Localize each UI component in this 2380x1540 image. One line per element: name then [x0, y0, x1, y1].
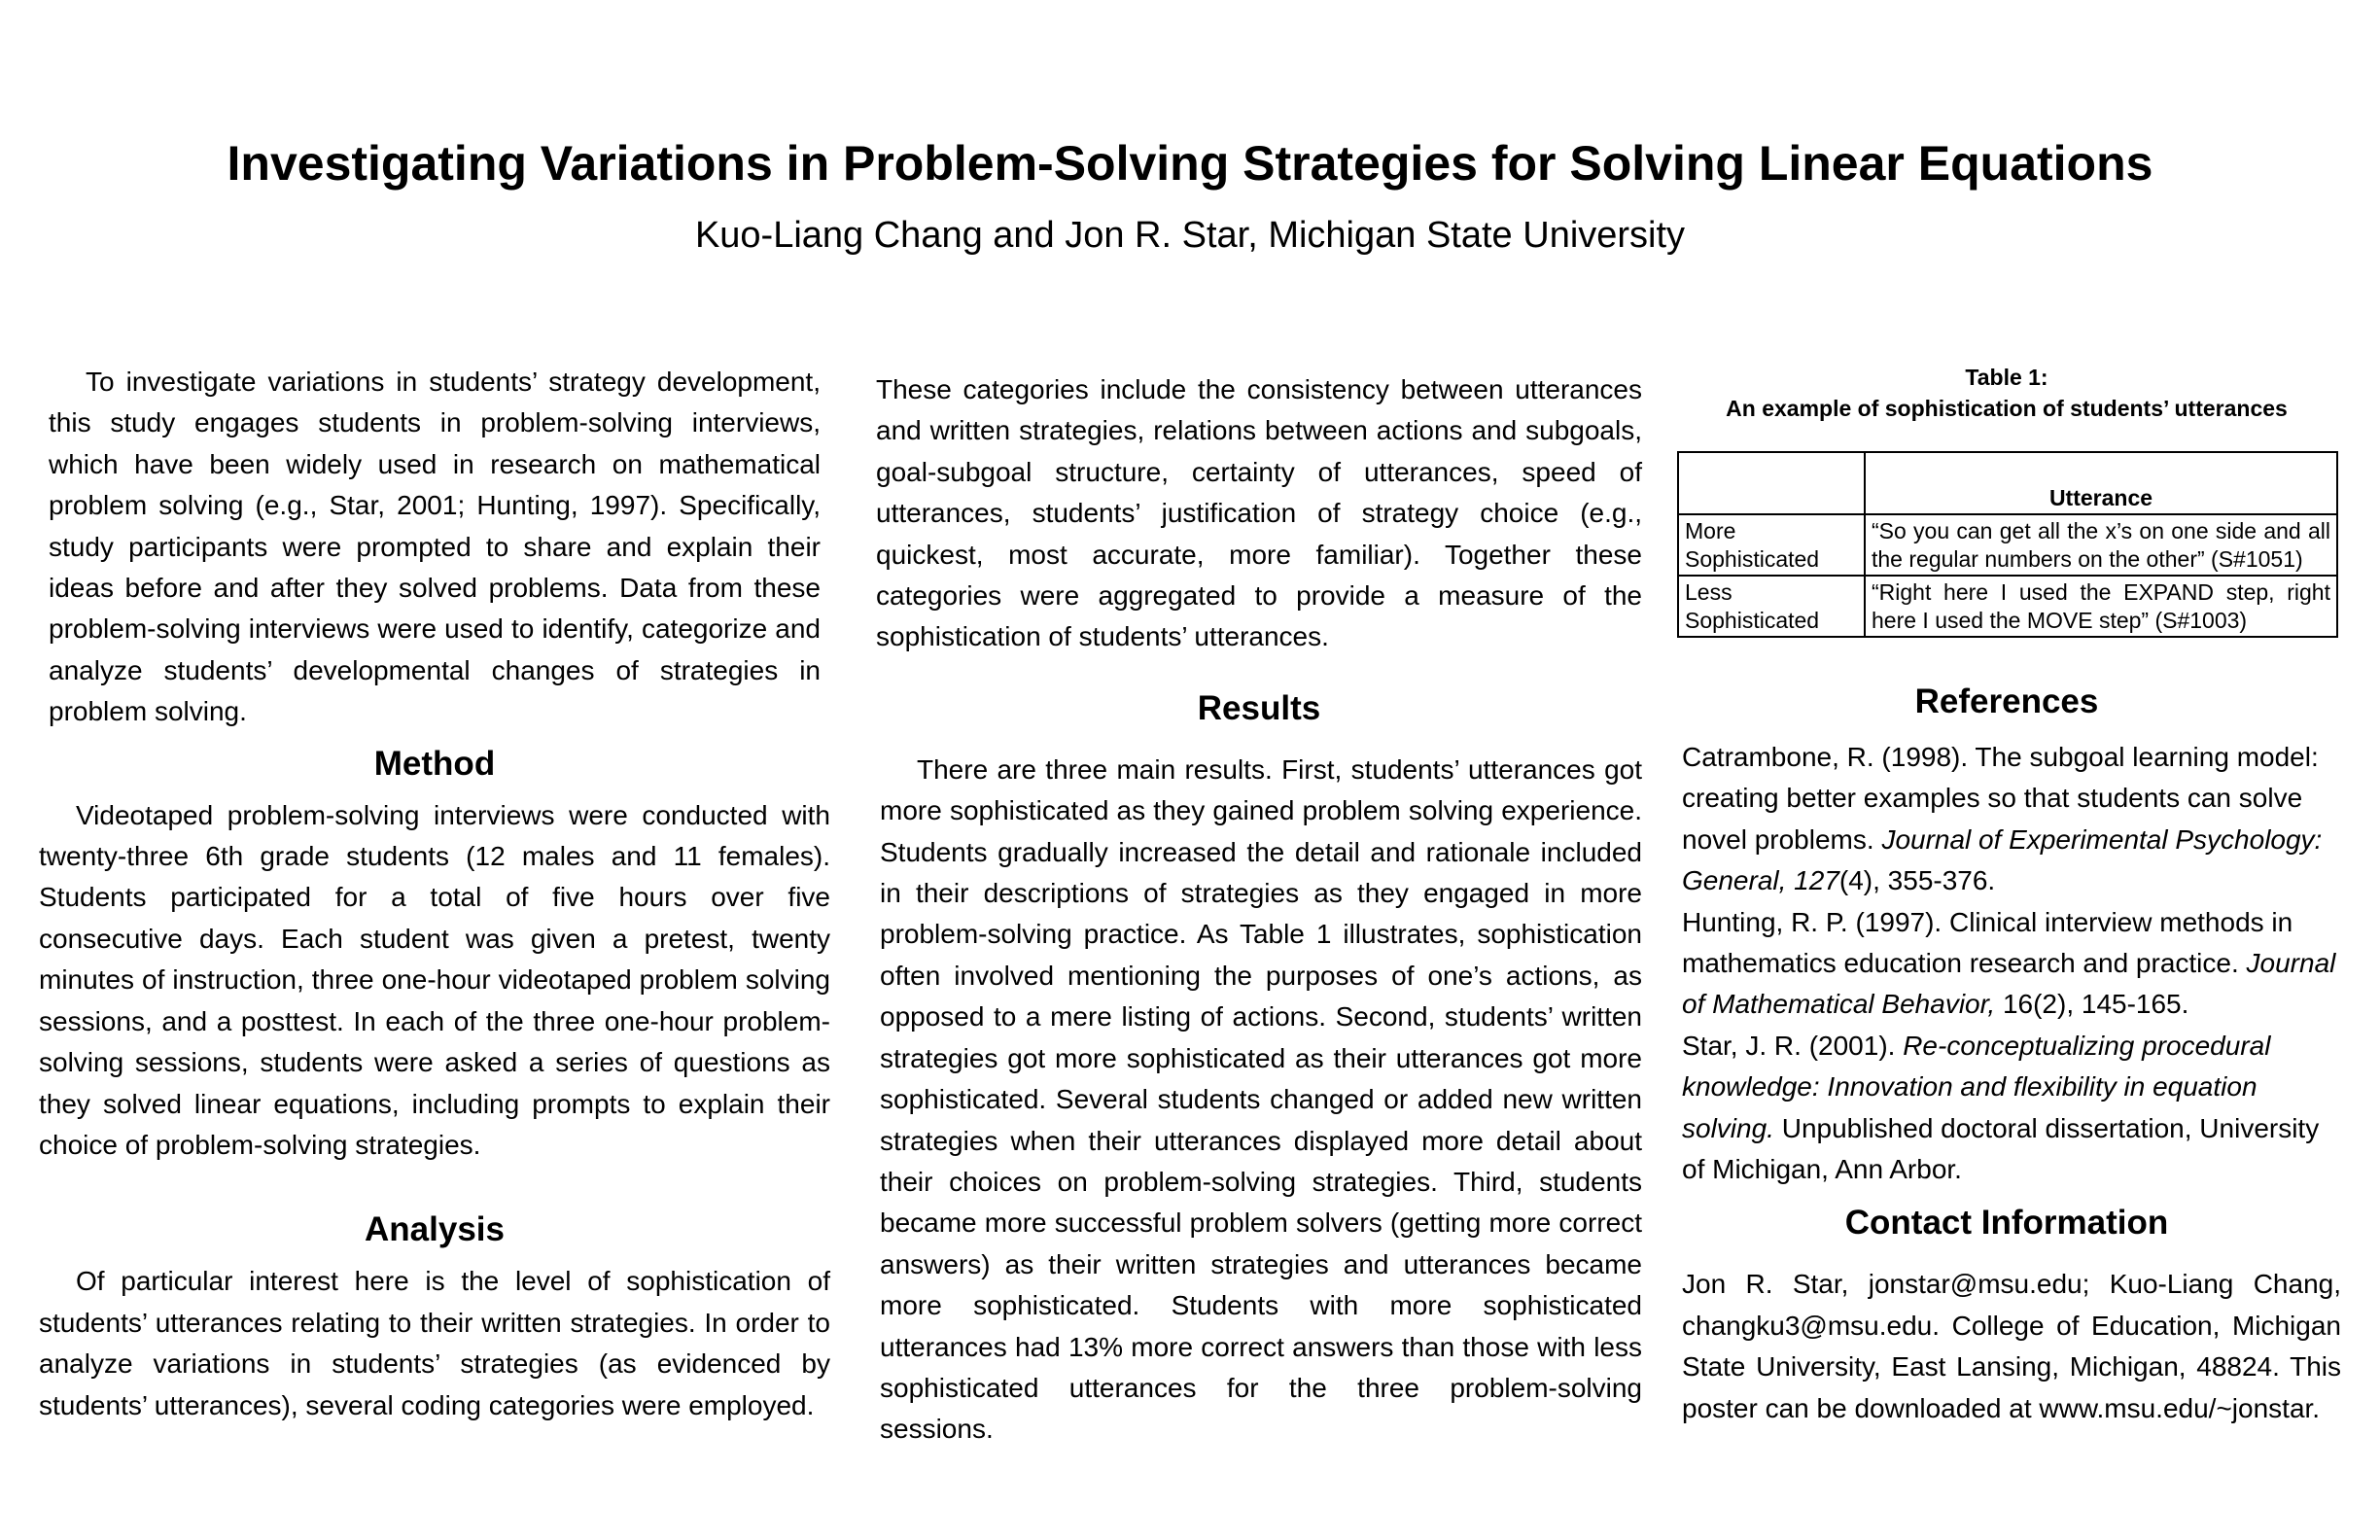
table-row-utterance: “So you can get all the x’s on one side and all the regular numbers on the other” (S#1051)	[1865, 514, 2337, 576]
table-1	[1677, 451, 2338, 638]
contact-heading: Contact Information	[1844, 1204, 2169, 1242]
reference-pages: (4), 355-376.	[1838, 865, 1996, 896]
method-heading: Method	[373, 744, 496, 783]
method-paragraph: Videotaped problem-solving interviews were conducted with twenty-three 6th grade students (12 males and 11 females). Students participated for a total of five hours over five consecutive days. Each student was given a pretest, twenty minutes of instruction, three one-hour videotaped problem solving sessions, and a posttest. In each of the three one-hour problem-solving sessions, students were asked a series of questions as they solved linear equations, including prompts to explain their choice of problem-solving strategies.	[39, 799, 830, 1160]
reference-item	[1672, 737, 2341, 902]
table-caption-label: Table 1:	[1965, 365, 2048, 390]
table-row	[1678, 514, 2337, 576]
poster-authors: Kuo-Liang Chang and Jon R. Star, Michigan State University	[694, 215, 1686, 256]
reference-source: Re-conceptualizing procedural knowledge: Innovation and flexibility in equation solving.	[1682, 1030, 2271, 1143]
column-left	[39, 362, 830, 1426]
table-header-empty	[1678, 452, 1865, 514]
analysis-paragraph: Of particular interest here is the level of sophistication of students’ utterances relating to their written strategies. In order to analyze variations in students’ strategies (as evidenced by students’ utterances), several coding categories were employed.	[39, 1266, 830, 1420]
reference-source: Journal of Mathematical Behavior,	[1682, 948, 2336, 1020]
poster-title: Investigating Variations in Problem-Solving Strategies for Solving Linear Equations	[227, 136, 2153, 191]
table-header-row	[1678, 452, 2337, 514]
results-paragraph: There are three main results. First, students’ utterances got more sophisticated as they gained problem solving experience. Students gradually increased the detail and rationale included in their descriptions of strategies as they engaged in more problem-solving practice. As Table 1 illustrates, sophistication often involved mentioning the purposes of one’s actions, as opposed to a mere listing of actions. Second, students’ written strategies got more sophisticated as their utterances got more sophisticated. Several students changed or added new written strategies when their utterances displayed more detail about their choices on problem-solving strategies. Third, students became more successful problem solvers (getting more correct answers) as their written strategies and utterances became more sophisticated. Students with more sophisticated utterances had 13% more correct answers than those with less sophisticated utterances for the three problem-solving sessions.	[880, 753, 1642, 1445]
reference-pages: 16(2), 145-165.	[1995, 989, 2189, 1020]
reference-pages: Unpublished doctoral dissertation, University of Michigan, Ann Arbor.	[1682, 1112, 2320, 1185]
table-row-utterance: “Right here I used the EXPAND step, right here I used the MOVE step” (S#1003)	[1865, 576, 2337, 637]
table-row-label: More Sophisticated	[1678, 514, 1865, 576]
table-caption-title: An example of sophistication of students’ utterances	[1726, 396, 2288, 421]
column-middle	[876, 362, 1642, 1451]
reference-item	[1672, 902, 2341, 1026]
reference-source: Journal of Experimental Psychology: General, 127	[1682, 823, 2323, 896]
table-header-utterance: Utterance	[1865, 452, 2337, 514]
reference-item	[1672, 1026, 2341, 1191]
column-right	[1672, 362, 2341, 1429]
reference-text: Hunting, R. P. (1997). Clinical interview methods in mathematics education research and practice.	[1682, 906, 2293, 979]
reference-text: Catrambone, R. (1998). The subgoal learning model: creating better examples so that students can solve novel problems.	[1682, 742, 2319, 855]
table-row-label: Less Sophisticated	[1678, 576, 1865, 637]
analysis-continued-paragraph: These categories include the consistency between utterances and written strategies, relations between actions and subgoals, goal-subgoal structure, certainty of utterances, speed of utterances, students’ justification of strategy choice (e.g., quickest, most accurate, more familiar). Together these categories were aggregated to provide a measure of the sophistication of students’ utterances.	[876, 374, 1642, 652]
reference-text: Star, J. R. (2001).	[1682, 1030, 1904, 1061]
intro-paragraph: To investigate variations in students’ strategy development, this study engages students in problem-solving interviews, which have been widely used in research on mathematical problem solving (e.g., Star, 2001; Hunting, 1997). Specifically, study participants were prompted to share and explain their ideas before and after they solved problems. Data from these problem-solving interviews were used to identify, categorize and analyze students’ developmental changes of strategies in problem solving.	[49, 367, 821, 727]
analysis-heading: Analysis	[365, 1210, 505, 1249]
contact-paragraph: Jon R. Star, jonstar@msu.edu; Kuo-Liang Chang, changku3@msu.edu. College of Education, Michigan State University, East Lansing, Michigan, 48824. This poster can be downloaded at www.msu.edu/~jonstar.	[1682, 1269, 2341, 1423]
references-heading: References	[1914, 682, 2099, 720]
table-row	[1678, 576, 2337, 637]
results-heading: Results	[1197, 688, 1321, 727]
